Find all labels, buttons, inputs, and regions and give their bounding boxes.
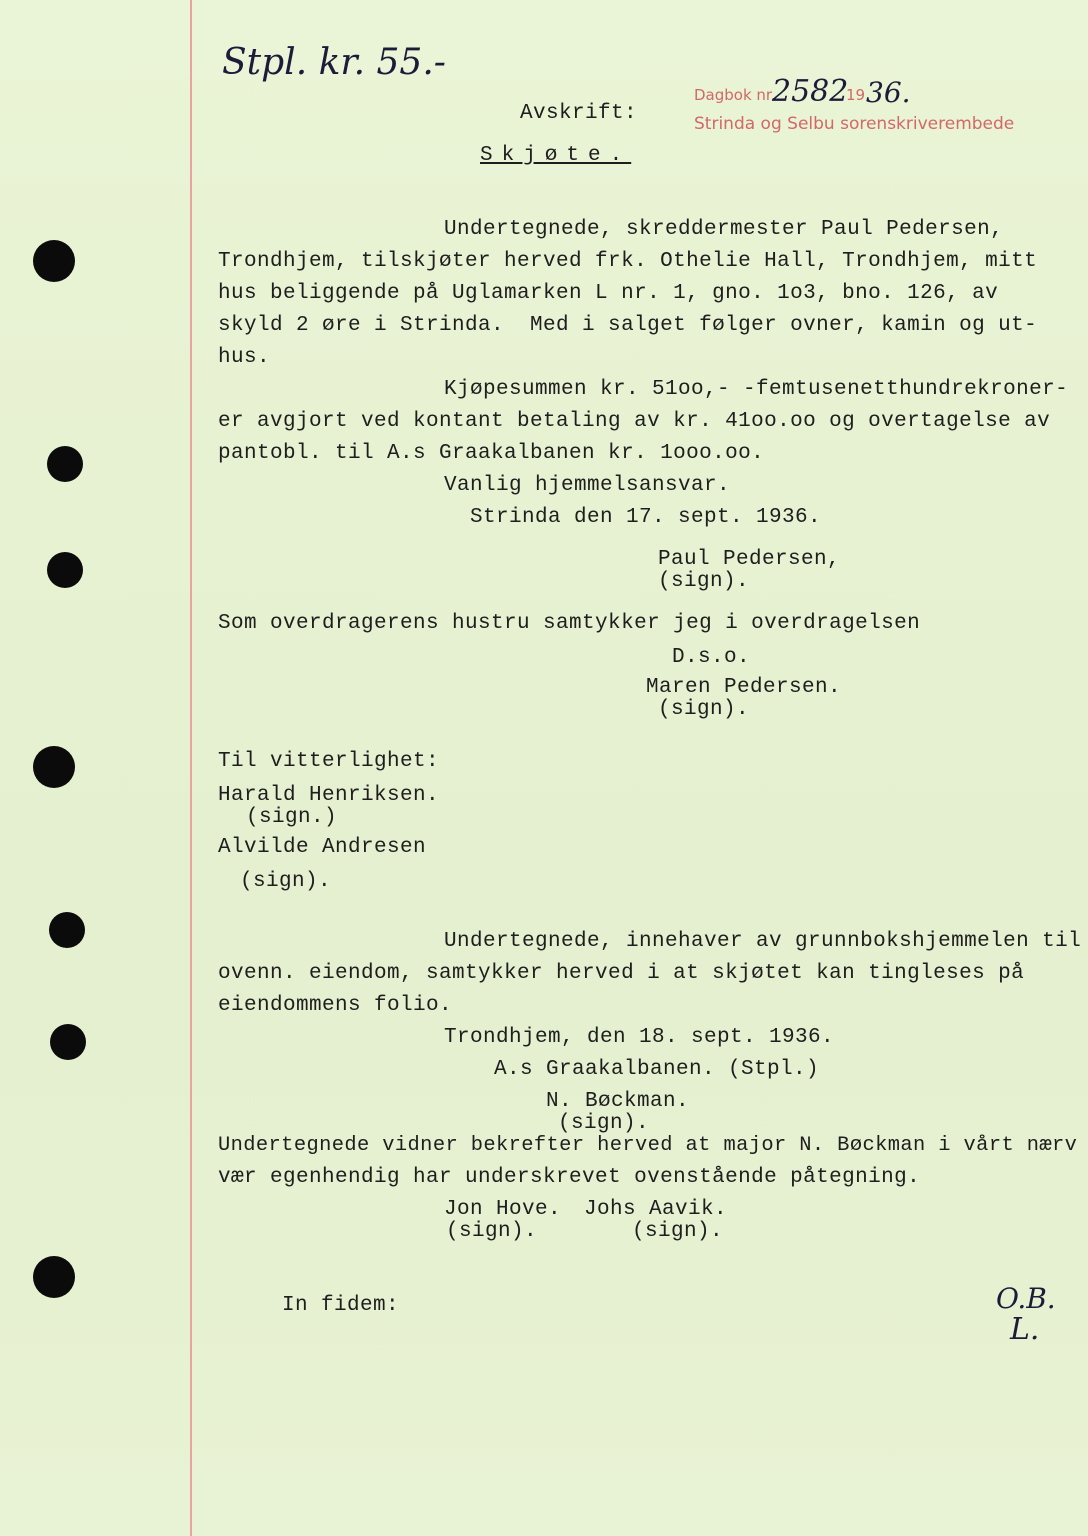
signature-sign: (sign). [658, 570, 750, 593]
signature-name: Johs Aavik. [584, 1198, 728, 1221]
text-line: hus. [218, 346, 271, 369]
text-line: Undertegnede, innehaver av grunnbokshjemmelen til [444, 930, 1082, 953]
document-header: Avskrift: [520, 102, 638, 125]
text-line: Trondhjem, tilskjøter herved frk. Othelie Hall, Trondhjem, mitt [218, 250, 1038, 273]
signature-sign: (sign). [558, 1112, 650, 1135]
text-line: Undertegnede vidner bekrefter herved at major N. Bøckman i vårt nærv [218, 1134, 1078, 1157]
text-line: er avgjort ved kontant betaling av kr. 41oo.oo og overtagelse av [218, 410, 1051, 433]
text-line: vær egenhendig har underskrevet ovenstående påtegning. [218, 1166, 921, 1189]
text-line: eiendommens folio. [218, 994, 453, 1017]
handwritten-fee: Stpl. kr. 55.- [222, 42, 446, 83]
text-line: A.s Graakalbanen. (Stpl.) [494, 1058, 820, 1081]
text-line: hus beliggende på Uglamarken L nr. 1, gno. 1o3, bno. 126, av [218, 282, 999, 305]
punch-hole [33, 1256, 75, 1298]
witness-name: Alvilde Andresen [218, 836, 427, 859]
witness-name: Harald Henriksen. [218, 784, 440, 807]
witness-heading: Til vitterlighet: [218, 750, 440, 773]
punch-hole [47, 446, 83, 482]
dagbok-stamp-19: 19 [846, 86, 866, 104]
text-line: skyld 2 øre i Strinda. Med i salget følger ovner, kamin og ut- [218, 314, 1038, 337]
signature-name: Paul Pedersen, [658, 548, 841, 571]
office-stamp: Strinda og Selbu sorenskriverembede [694, 114, 1015, 134]
punch-hole [47, 552, 83, 588]
handwritten-initials: O.B. [996, 1282, 1056, 1315]
margin-line [190, 0, 192, 1536]
witness-sign: (sign). [240, 870, 332, 893]
handwritten-dagbok-year: 36. [866, 76, 911, 109]
signature-name: Jon Hove. [444, 1198, 562, 1221]
punch-hole [50, 1024, 86, 1060]
text-line: Trondhjem, den 18. sept. 1936. [444, 1026, 835, 1049]
punch-hole [33, 746, 75, 788]
signature-name: Maren Pedersen. [646, 676, 842, 699]
text-line: D.s.o. [672, 646, 751, 669]
handwritten-dagbok-number: 2582 [772, 74, 849, 109]
dagbok-stamp-prefix: Dagbok nr. [694, 86, 776, 104]
text-line: Vanlig hjemmelsansvar. [444, 474, 731, 497]
text-line: Kjøpesummen kr. 51oo,- -femtusenetthundrekroner- [444, 378, 1069, 401]
text-line: ovenn. eiendom, samtykker herved i at skjøtet kan tingleses på [218, 962, 1025, 985]
handwritten-initials: L. [1010, 1312, 1040, 1347]
witness-sign: (sign.) [246, 806, 338, 829]
signature-name: N. Bøckman. [546, 1090, 690, 1113]
text-line: pantobl. til A.s Graakalbanen kr. 1ooo.oo. [218, 442, 765, 465]
punch-hole [49, 912, 85, 948]
punch-hole [33, 240, 75, 282]
signature-sign: (sign). [658, 698, 750, 721]
in-fidem: In fidem: [282, 1294, 400, 1317]
document-title: Skjøte. [480, 144, 632, 167]
text-line: Som overdragerens hustru samtykker jeg i overdragelsen [218, 612, 921, 635]
signature-sign: (sign). [446, 1220, 538, 1243]
text-line: Strinda den 17. sept. 1936. [470, 506, 822, 529]
signature-sign: (sign). [632, 1220, 724, 1243]
text-line: Undertegnede, skreddermester Paul Pedersen, [444, 218, 1004, 241]
